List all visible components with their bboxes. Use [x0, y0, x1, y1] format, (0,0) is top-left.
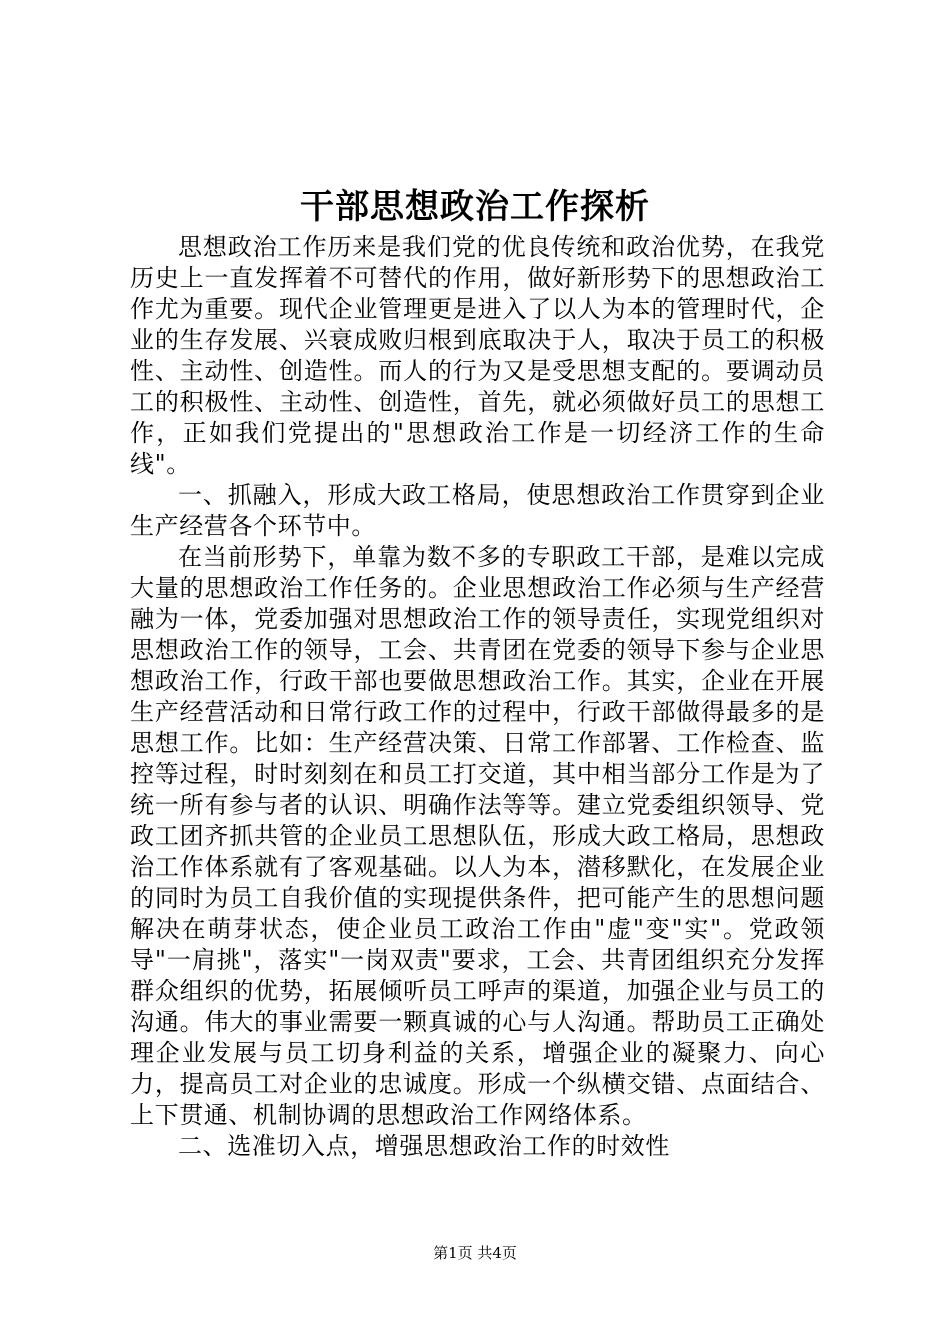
- document-body: [130, 232, 825, 1162]
- section-one-heading: 一、抓融入，形成大政工格局，使思想政治工作贯穿到企业生产经营各个环节中。: [130, 481, 825, 540]
- document-title: 干部思想政治工作探析: [300, 187, 650, 227]
- page-number: 第1页 共4页: [433, 1244, 517, 1262]
- section-two-heading: 二、选准切入点，增强思想政治工作的时效性: [178, 1132, 670, 1160]
- section-one-paragraph: 在当前形势下，单靠为数不多的专职政工干部，是难以完成大量的思想政治工作任务的。企业思想政治工作必须与生产经营融为一体，党委加强对思想政治工作的领导责任，实现党组织对思想政治工作的领导，工会、共青团在党委的领导下参与企业思想政治工作，行政干部也要做思想政治工作。其实，企业在开展生产经营活动和日常行政工作的过程中，行政干部做得最多的是思想工作。比如：生产经营决策、日常工作部署、工作检查、监控等过程，时时刻刻在和员工打交道，其中相当部分工作是为了统一所有参与者的认识、明确作法等等。建立党委组织领导、党政工团齐抓共管的企业员工思想队伍，形成大政工格局，思想政治工作体系就有了客观基础。以人为本，潜移默化，在发展企业的同时为员工自我价值的实现提供条件，把可能产生的思想问题解决在萌芽状态，使企业员工政治工作由"虚"变"实"。党政领导"一肩挑"，落实"一岗双责"要求，工会、共青团组织充分发挥群众组织的优势，拓展倾听员工呼声的渠道，加强企业与员工的沟通。伟大的事业需要一颗真诚的心与人沟通。帮助员工正确处理企业发展与员工切身利益的关系，增强企业的凝聚力、向心力，提高员工对企业的忠诚度。形成一个纵横交错、点面结合、上下贯通、机制协调的思想政治工作网络体系。: [130, 543, 825, 1129]
- intro-paragraph: 思想政治工作历来是我们党的优良传统和政治优势，在我党历史上一直发挥着不可替代的作用，做好新形势下的思想政治工作尤为重要。现代企业管理更是进入了以人为本的管理时代，企业的生存发展、兴衰成败归根到底取决于人，取决于员工的积极性、主动性、创造性。而人的行为又是受思想支配的。要调动员工的积极性、主动性、创造性，首先，就必须做好员工的思想工作，正如我们党提出的"思想政治工作是一切经济工作的生命线"。: [130, 233, 825, 478]
